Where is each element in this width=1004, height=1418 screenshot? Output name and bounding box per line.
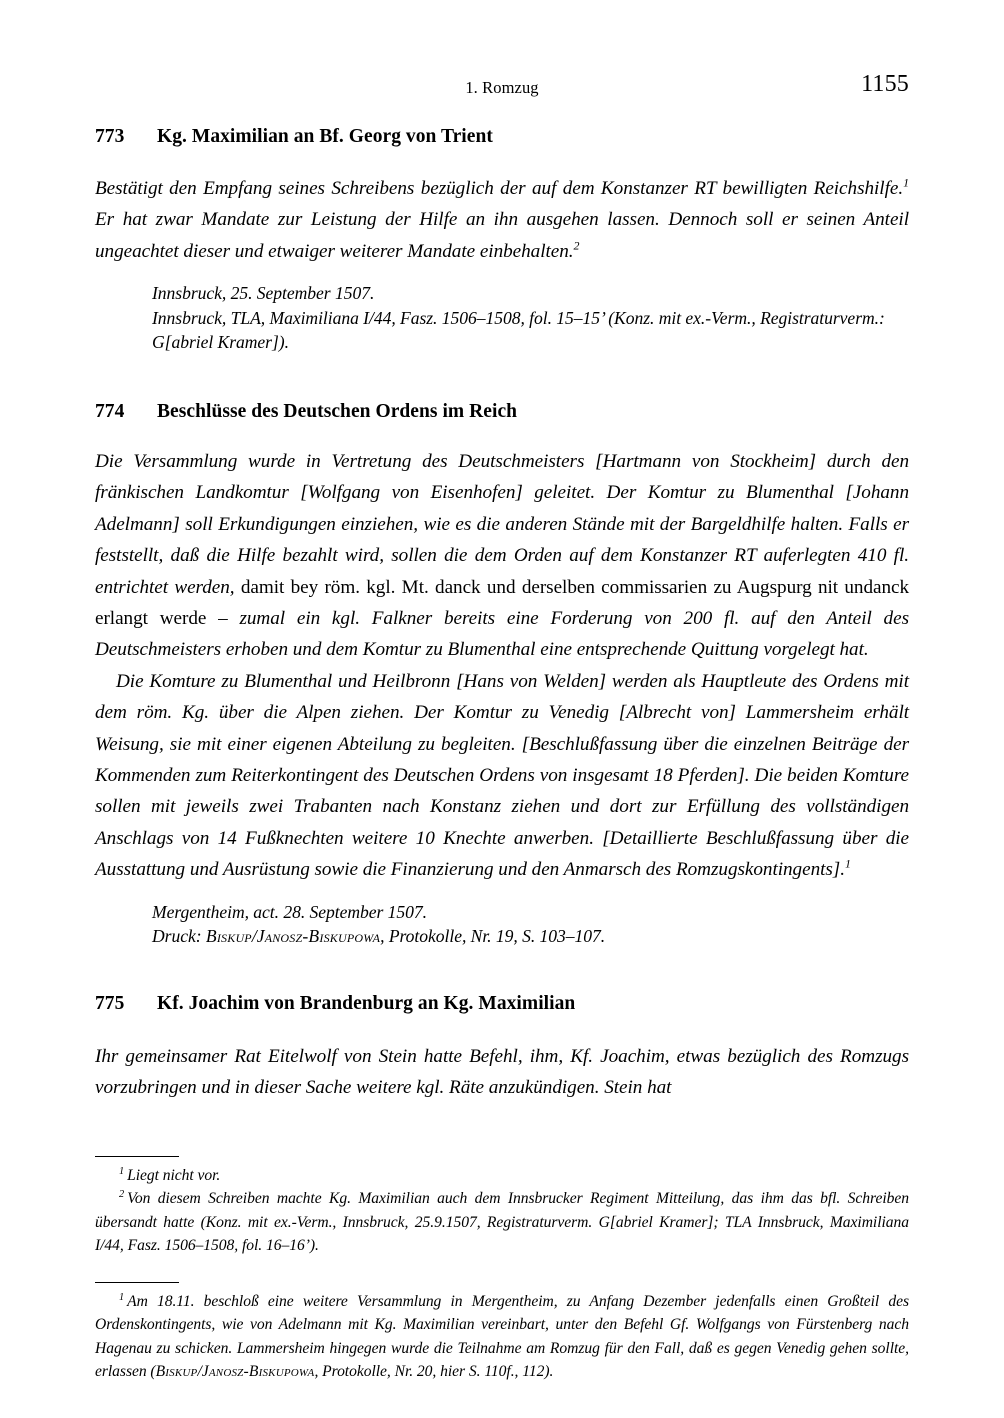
page-number: 1155 <box>861 71 909 97</box>
footnote-number: 2 <box>119 1189 125 1200</box>
footnote-separator-rule <box>95 1282 179 1283</box>
section-title: Kg. Maximilian an Bf. Georg von Trient <box>157 126 493 147</box>
footnote-ref-1[interactable]: 1 <box>903 175 909 190</box>
section-number: 774 <box>95 401 125 422</box>
section-heading-774 <box>95 401 909 423</box>
regest-text-part2: Er hat zwar Mandate zur Leistung der Hilfe an ihn ausgehen lassen. Dennoch soll er seinen Anteil ungeachtet dieser und etwaiger weiterer Mandate einbehalten. <box>95 209 909 262</box>
author-separator: / <box>197 1363 202 1381</box>
source-print-reference <box>152 924 909 949</box>
author-name-1: Biskup <box>205 926 252 947</box>
regest-text-a: Die Versammlung wurde in Vertretung des Deutschmeisters [Hartmann von Stockheim] durch den fränkischen Landkomtur [Wolfgang von Eisenhofen] geleitet. Der Komtur zu Blumenthal [Johann Adelmann] soll Erkundigungen einziehen, wie es die anderen Stände mit der Bargeldhilfe halten. Falls er feststellt, daß die Hilfe bezahlt wird, sollen die dem Orden auf dem Konstanzer RT auferlegten 410 fl. entrichtet werden, <box>95 451 909 598</box>
druck-label: Druck: <box>152 926 202 947</box>
regest-773 <box>95 173 909 267</box>
footnote-block-1 <box>95 1156 909 1258</box>
regest-775 <box>95 1041 909 1104</box>
source-block-773 <box>152 281 909 355</box>
regest-text-part1: Bestätigt den Empfang seines Schreibens bezüglich der auf dem Konstanzer RT bewilligten Reichshilfe. <box>95 178 904 199</box>
print-citation-rest: , Protokolle, Nr. 19, S. 103–107. <box>380 926 606 947</box>
section-number: 773 <box>95 126 125 147</box>
source-date: Innsbruck, 25. September 1507. <box>152 283 375 304</box>
footnote-number: 1 <box>119 1165 125 1177</box>
section-number: 775 <box>95 992 125 1014</box>
regest-paragraph <box>95 173 909 267</box>
footnote-text: Von diesem Schreiben machte Kg. Maximilian auch dem Innsbrucker Regiment Mitteilung, das ihm das bfl. Schreiben übersandt hatte (Konz. mit ex.-Verm., Innsbruck, 25.9.1507, Registraturverm. G[abriel Kramer]; TLA Innsbruck, Maximiliana I/44, Fasz. 1506–1508, fol. 16–16’). <box>95 1190 909 1255</box>
footnote-text-b: , Protokolle, Nr. 20, hier S. 110f., 112). <box>314 1363 554 1381</box>
section-heading-773 <box>95 126 909 148</box>
author-name-2: Janosz-Biskupowa <box>256 926 381 947</box>
footnote-item <box>95 1290 909 1384</box>
footnote-item <box>95 1187 909 1258</box>
regest-text-b: zumal ein kgl. Falkner bereits eine Forderung von 200 fl. auf den Anteil des Deutschmeisters erhoben und dem Komtur zu Blumenthal eine entsprechende Quittung vorgelegt hat. <box>95 608 909 661</box>
author-name-2: Janosz-Biskupowa <box>201 1363 315 1381</box>
source-date: Mergentheim, act. 28. September 1507. <box>152 901 428 922</box>
quoted-source-text: damit bey röm. kgl. Mt. danck und derselben commissarien zu Augspurg nit undanck erlangt werde – <box>95 576 910 630</box>
running-head-title: 1. Romzug <box>465 78 539 97</box>
source-block-774 <box>152 900 909 949</box>
regest-774 <box>95 446 909 886</box>
footnote-ref-1[interactable]: 1 <box>844 856 851 871</box>
regest-paragraph-2 <box>95 666 909 886</box>
footnote-text-a: Am 18.11. beschloß eine weitere Versammlung in Mergentheim, zu Anfang Dezember jedenfalls einen Großteil des Ordenskontingents, wie von Adelmann mit Kg. Maximilian vereinbart, unter den Befehl Gf. Wolfgangs von Fürstenberg nach Hagenau zu schicken. Lammersheim hingegen wurde die Teilnahme am Romzug für den Fall, daß es gegen Venedig gehen sollte, erlassen ( <box>95 1292 909 1381</box>
footnote-ref-2[interactable]: 2 <box>573 238 580 253</box>
footnote-block-2 <box>95 1282 909 1384</box>
source-archive: Innsbruck, TLA, Maximiliana I/44, Fasz. 1506–1508, fol. 15–15’ (Konz. mit ex.-Verm., Registraturverm.: G[abriel Kramer]). <box>152 307 885 353</box>
section-title: Kf. Joachim von Brandenburg an Kg. Maximilian <box>157 992 576 1014</box>
regest-paragraph-1 <box>95 446 909 666</box>
footnote-text: Liegt nicht vor. <box>127 1166 221 1184</box>
regest-text-c: Die Komture zu Blumenthal und Heilbronn [Hans von Welden] werden als Hauptleute des Ordens mit dem röm. Kg. über die Alpen ziehen. Der Komtur zu Venedig [Albrecht von] Lammersheim erhält Weisung, sie mit einer eigenen Abteilung zu begleiten. [Beschlußfassung über die einzelnen Beiträge der Kommenden zum Reiterkontingent des Deutschen Ordens von insgesamt 18 Pferden]. Die beiden Komture sollen mit jeweils zwei Trabanten nach Konstanz ziehen und dort zur Erfüllung des vollständigen Anschlags von 14 Fußknechten weitere 10 Knechte anwerben. [Detaillierte Beschlußfassung über die Ausstattung und Ausrüstung sowie die Finanzierung und den Anmarsch des Romzugskontingents]. <box>95 670 909 881</box>
section-title: Beschlüsse des Deutschen Ordens im Reich <box>157 401 518 422</box>
regest-paragraph: Ihr gemeinsamer Rat Eitelwolf von Stein hatte Befehl, ihm, Kf. Joachim, etwas bezüglich des Romzugs vorzubringen und in dieser Sache weitere kgl. Räte anzukündigen. Stein hat <box>95 1045 909 1099</box>
footnote-item <box>95 1164 909 1188</box>
footnote-separator-rule <box>95 1156 179 1157</box>
footnote-number: 1 <box>119 1291 125 1303</box>
running-head <box>95 71 909 112</box>
section-heading-775 <box>95 993 909 1015</box>
author-separator: / <box>251 926 257 947</box>
author-name-1: Biskup <box>155 1363 198 1381</box>
